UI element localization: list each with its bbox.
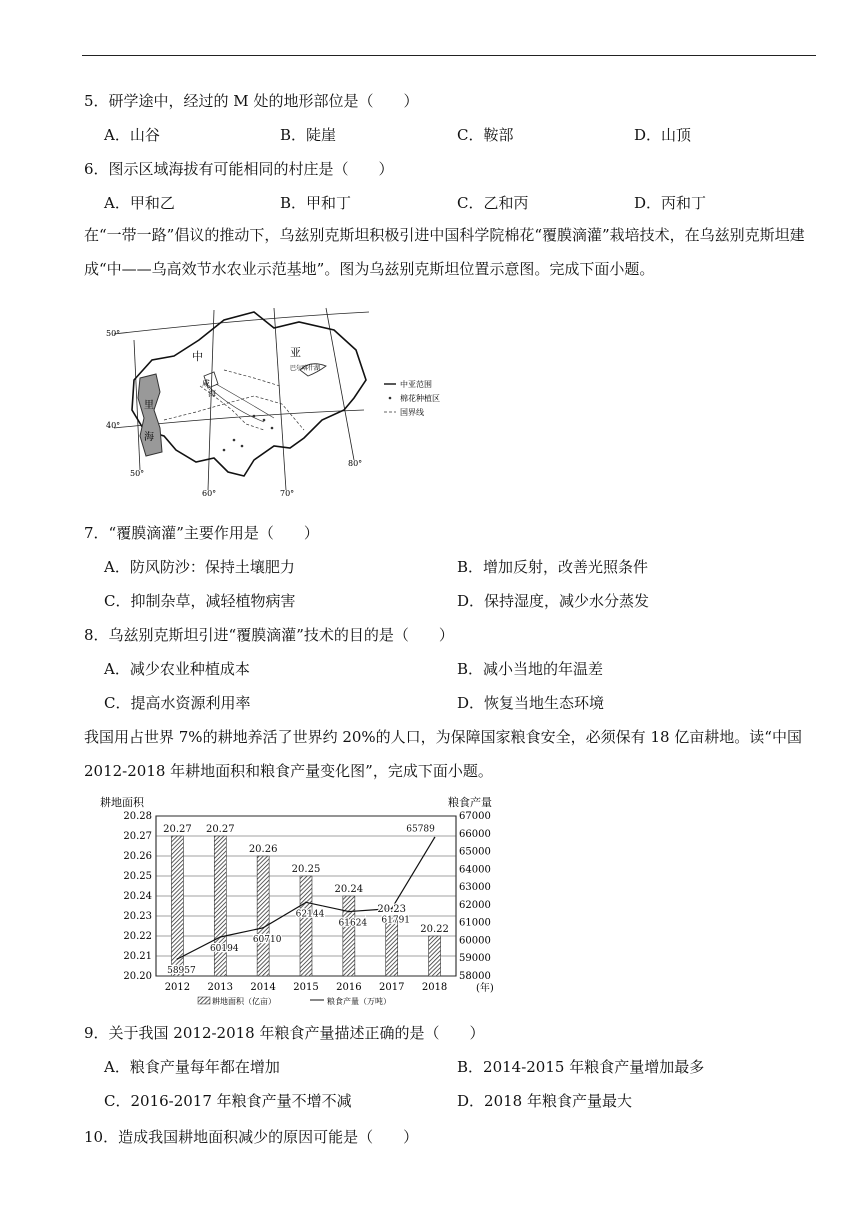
chart-bar-data-label: 20.24 <box>334 884 364 895</box>
lat-label-50: 50° <box>106 329 121 338</box>
q6-option-d[interactable]: D．丙和丁 <box>634 194 707 212</box>
q6-option-c[interactable]: C．乙和丙 <box>457 194 529 212</box>
chart-line-data-label: 61624 <box>338 918 368 929</box>
chart-bar <box>214 836 226 976</box>
chart-left-tick-label: 20.27 <box>123 831 152 842</box>
q8-option-a[interactable]: A．减少农业种植成本 <box>104 660 250 678</box>
chart-right-tick-label: 60000 <box>459 935 491 947</box>
chart-line-point <box>219 936 221 938</box>
chart-x-tick-label: 2016 <box>336 982 362 993</box>
intro-paragraph-farmland: 我国用占世界 7%的耕地养活了世界约 20%的人口，为保障国家粮食安全，必须保有 18 亿亩耕地。读“中国 2012-2018 年耕地面积和粮食产量变化图”，完成下面小题。 <box>84 728 802 780</box>
chart-x-tick-label: 2013 <box>207 982 234 993</box>
q9-option-c[interactable]: C．2016-2017 年粮食产量不增不减 <box>104 1092 352 1110</box>
map-label-li: 里 <box>144 400 154 411</box>
chart-bar-data-label: 20.27 <box>205 824 235 835</box>
chart-bar-data-label: 20.23 <box>377 904 407 915</box>
chart-line-data-label: 65789 <box>406 824 435 835</box>
chart-line-data-label: 62144 <box>295 909 325 920</box>
q8-option-c[interactable]: C．提高水资源利用率 <box>104 694 251 712</box>
q5-option-b[interactable]: B．陡崖 <box>280 126 337 144</box>
q9-option-d[interactable]: D．2018 年粮食产量最大 <box>457 1092 632 1110</box>
chart-x-tick-label: 2017 <box>378 982 405 993</box>
q9-option-a[interactable]: A．粮食产量每年都在增加 <box>104 1058 280 1076</box>
chart-right-tick-label: 66000 <box>459 828 491 840</box>
chart-line-point <box>305 902 307 904</box>
farmland-grain-chart <box>100 794 520 1010</box>
q8-option-b[interactable]: B．减小当地的年温差 <box>457 660 604 678</box>
chart-left-tick-label: 20.22 <box>123 931 152 942</box>
chart-line-point <box>177 958 179 960</box>
q7-option-c[interactable]: C．抑制杂草，减轻植物病害 <box>104 592 296 610</box>
chart-right-tick-label: 67000 <box>459 811 491 822</box>
header-rule <box>82 55 816 56</box>
question-8-stem: 8．乌兹别克斯坦引进“覆膜滴灌”技术的目的是（ ） <box>84 626 454 644</box>
question-5-stem: 5．研学途中，经过的 M 处的地形部位是（ ） <box>84 92 419 110</box>
chart-right-tick-label: 58000 <box>459 971 491 982</box>
chart-line-data-label: 60710 <box>252 934 282 945</box>
map-label-balkhash: 巴尔喀什湖 <box>290 365 321 372</box>
chart-left-tick-label: 20.21 <box>123 951 152 962</box>
chart-line-data-label: 61791 <box>381 915 411 926</box>
q5-option-d[interactable]: D．山顶 <box>634 126 692 144</box>
chart-legend-grain: 粮食产量（万吨） <box>327 997 391 1006</box>
chart-bar-data-label: 20.26 <box>248 844 278 855</box>
q5-option-a[interactable]: A．山谷 <box>104 126 160 144</box>
chart-right-tick-label: 63000 <box>459 882 491 894</box>
chart-bar <box>429 936 441 976</box>
map-label-hai2: 海 <box>208 389 216 398</box>
map-legend-central-asia: 中亚范围 <box>400 380 432 389</box>
question-10-stem: 10．造成我国耕地面积减少的原因可能是（ ） <box>84 1128 419 1146</box>
chart-right-tick-label: 59000 <box>459 953 491 965</box>
q5-option-c[interactable]: C．鞍部 <box>457 126 514 144</box>
intro-paragraph-uzbekistan: 在“一带一路”倡议的推动下，乌兹别克斯坦积极引进中国科学院棉花“覆膜滴灌”栽培技术，在乌兹别克斯坦建成“中——乌高效节水农业示范基地”。图为乌兹别克斯坦位置示意图。完成下面小题。 <box>84 226 805 278</box>
chart-bar <box>171 836 183 976</box>
map-legend <box>384 379 440 417</box>
question-7-stem: 7．“覆膜滴灌”主要作用是（ ） <box>84 524 319 542</box>
chart-left-tick-label: 20.20 <box>123 971 152 982</box>
map-label-zhong: 中 <box>192 350 203 363</box>
q9-option-b[interactable]: B．2014-2015 年粮食产量增加最多 <box>457 1058 705 1076</box>
chart-legend-farmland: 耕地面积（亿亩） <box>212 997 276 1006</box>
lat-label-40: 40° <box>106 421 121 430</box>
chart-right-tick-label: 61000 <box>459 917 491 929</box>
uzbekistan-location-map <box>104 300 474 500</box>
map-label-xian: 咸 <box>202 379 210 388</box>
chart-left-axis-label: 耕地面积 <box>100 796 144 809</box>
q7-option-a[interactable]: A．防风防沙：保持土壤肥力 <box>104 558 295 576</box>
map-legend-cotton: 棉花种植区 <box>400 394 440 403</box>
map-label-hai: 海 <box>144 432 154 443</box>
chart-line-point <box>262 927 264 929</box>
q7-option-b[interactable]: B．增加反射，改善光照条件 <box>457 558 649 576</box>
chart-bar-data-label: 20.27 <box>163 824 192 835</box>
chart-bar-data-label: 20.22 <box>420 924 449 935</box>
question-9-stem: 9．关于我国 2012-2018 年粮食产量描述正确的是（ ） <box>84 1024 485 1042</box>
chart-right-tick-label: 65000 <box>459 846 491 858</box>
chart-left-tick-label: 20.28 <box>123 811 152 822</box>
chart-right-axis-label: 粮食产量 <box>448 796 492 809</box>
chart-bar <box>343 896 355 976</box>
chart-line-data-label: 58957 <box>167 965 196 976</box>
q6-option-b[interactable]: B．甲和丁 <box>280 194 352 212</box>
chart-line-point <box>434 837 436 839</box>
lon-label-50: 50° <box>130 469 145 478</box>
chart-x-unit: (年) <box>476 983 494 994</box>
chart-line-point <box>348 911 350 913</box>
chart-left-tick-label: 20.26 <box>123 851 152 862</box>
chart-x-tick-label: 2014 <box>250 982 276 993</box>
chart-line-data-label: 60194 <box>209 943 239 954</box>
map-label-ya: 亚 <box>290 346 301 359</box>
chart-bar <box>300 876 312 976</box>
chart-legend <box>198 996 391 1006</box>
lon-label-70: 70° <box>280 489 295 498</box>
q7-option-d[interactable]: D．保持湿度，减少水分蒸发 <box>457 592 650 610</box>
chart-left-tick-label: 20.25 <box>123 871 152 882</box>
q8-option-d[interactable]: D．恢复当地生态环境 <box>457 694 605 712</box>
chart-x-tick-label: 2015 <box>293 982 319 993</box>
question-6-stem: 6．图示区域海拔有可能相同的村庄是（ ） <box>84 160 394 178</box>
chart-x-tick-label: 2012 <box>164 982 191 993</box>
chart-x-tick-label: 2018 <box>421 982 448 993</box>
chart-left-tick-label: 20.24 <box>123 891 152 902</box>
chart-bar-data-label: 20.25 <box>291 864 321 875</box>
map-legend-border: 国界线 <box>400 408 424 417</box>
chart-right-tick-label: 62000 <box>459 899 491 911</box>
lon-label-80: 80° <box>348 459 363 468</box>
lon-label-60: 60° <box>202 489 217 498</box>
chart-right-tick-label: 64000 <box>459 864 491 876</box>
chart-bar <box>257 856 269 976</box>
chart-left-tick-label: 20.23 <box>123 911 152 922</box>
q6-option-a[interactable]: A．甲和乙 <box>104 194 175 212</box>
